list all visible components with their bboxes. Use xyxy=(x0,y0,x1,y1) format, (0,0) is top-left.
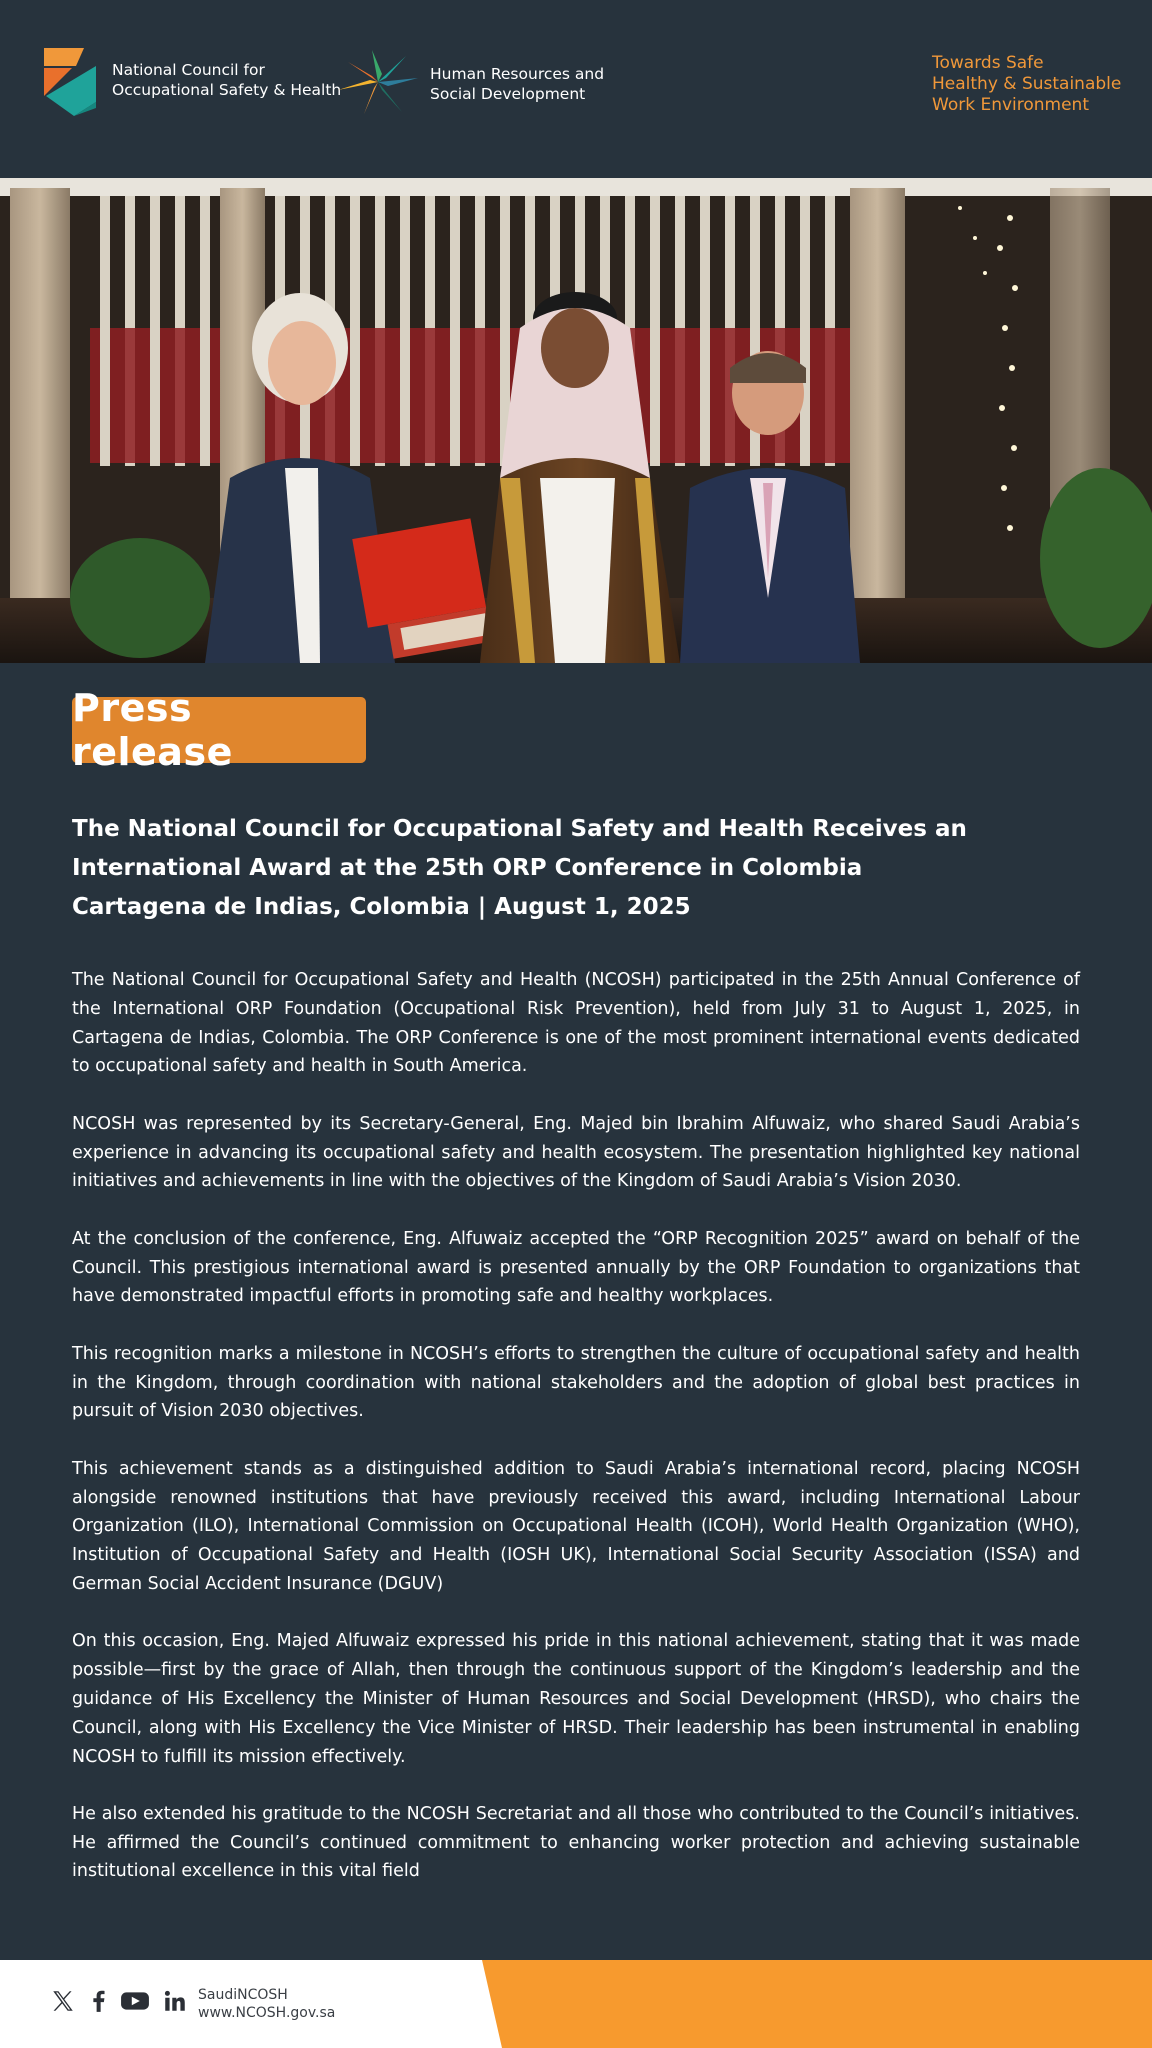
ncosh-logo-icon xyxy=(40,46,100,118)
body-paragraph: This recognition marks a milestone in NCOSH’s efforts to strengthen the culture of occupational safety and health in the Kingdom, through coordination with national stakeholders and the adoption of global best practices in pursuit of Vision 2030 objectives. xyxy=(72,1343,1080,1422)
footer-contact xyxy=(198,1986,335,2022)
press-release-label: Press release xyxy=(72,686,233,774)
headline-title: The National Council for Occupational Safety and Health Receives an International Award at the 25th ORP Conference in Colombia xyxy=(72,816,967,881)
press-release-body xyxy=(72,966,1080,1915)
ncosh-logo-line1: National Council for xyxy=(112,61,265,79)
award-ceremony-photo xyxy=(0,178,1152,663)
body-paragraph: He also extended his gratitude to the NCOSH Secretariat and all those who contributed to the Council’s initiatives. He affirmed the Council’s continued commitment to enhancing worker protection and achieving sustainable institutional excellence in this vital field xyxy=(72,1803,1080,1882)
tagline-line1: Towards Safe xyxy=(932,53,1044,73)
headline xyxy=(72,810,1112,927)
hrsd-logo-line2: Social Development xyxy=(430,85,586,103)
press-release-badge xyxy=(72,686,366,774)
hrsd-logo-icon xyxy=(334,46,422,118)
footer-website-link[interactable]: www.NCOSH.gov.sa xyxy=(198,2005,336,2021)
body-paragraph: This achievement stands as a distinguished addition to Saudi Arabia’s international record, placing NCOSH alongside renowned institutions that have previously received this award, including International Labour Organization (ILO), International Commission on Occupational Health (ICOH), World Health Organization (WHO), Institution of Occupational Safety and Health (IOSH UK), International Social Security Association (ISSA) and German Social Accident Insurance (DGUV) xyxy=(72,1458,1080,1594)
ncosh-logo-line2: Occupational Safety & Health xyxy=(112,81,342,99)
body-paragraph: NCOSH was represented by its Secretary-General, Eng. Majed bin Ibrahim Alfuwaiz, who shared Saudi Arabia’s experience in advancing its occupational safety and health ecosystem. The presentation highlighted key national initiatives and achievements in line with the objectives of the Kingdom of Saudi Arabia’s Vision 2030. xyxy=(72,1113,1080,1192)
body-paragraph: At the conclusion of the conference, Eng. Alfuwaiz accepted the “ORP Recognition 2025” award on behalf of the Council. This prestigious international award is presented annually by the ORP Foundation to organizations that have demonstrated impactful efforts in promoting safe and healthy workplaces. xyxy=(72,1228,1080,1307)
footer-handle[interactable]: SaudiNCOSH xyxy=(198,1987,288,2003)
hrsd-logo-text xyxy=(430,64,604,104)
tagline-line2: Healthy & Sustainable xyxy=(932,74,1122,94)
body-paragraph: On this occasion, Eng. Majed Alfuwaiz expressed his pride in this national achievement, stating that it was made possible—first by the grace of Allah, then through the continuous support of the Kingdom’s leadership and the guidance of His Excellency the Minister of Human Resources and Social Development (HRSD), who chairs the Council, along with His Excellency the Vice Minister of HRSD. Their leadership has been instrumental in enabling NCOSH to fulfill its mission effectively. xyxy=(72,1631,1080,1767)
linkedin-icon[interactable] xyxy=(162,1988,188,2014)
youtube-icon[interactable] xyxy=(120,1988,150,2014)
headline-dateline: Cartagena de Indias, Colombia | August 1, 2025 xyxy=(72,894,691,920)
header xyxy=(0,0,1152,178)
ncosh-logo-text xyxy=(112,60,341,100)
body-paragraph: The National Council for Occupational Safety and Health (NCOSH) participated in the 25th Annual Conference of the International ORP Foundation (Occupational Risk Prevention), held from July 31 to August 1, 2025, in Cartagena de Indias, Colombia. The ORP Conference is one of the most prominent international events dedicated to occupational safety and health in South America. xyxy=(72,970,1080,1077)
x-icon[interactable] xyxy=(50,1988,76,2014)
facebook-icon[interactable] xyxy=(86,1988,112,2014)
footer xyxy=(0,1960,1152,2048)
tagline-line3: Work Environment xyxy=(932,95,1090,115)
tagline xyxy=(932,53,1121,116)
hrsd-logo-line1: Human Resources and xyxy=(430,65,605,83)
